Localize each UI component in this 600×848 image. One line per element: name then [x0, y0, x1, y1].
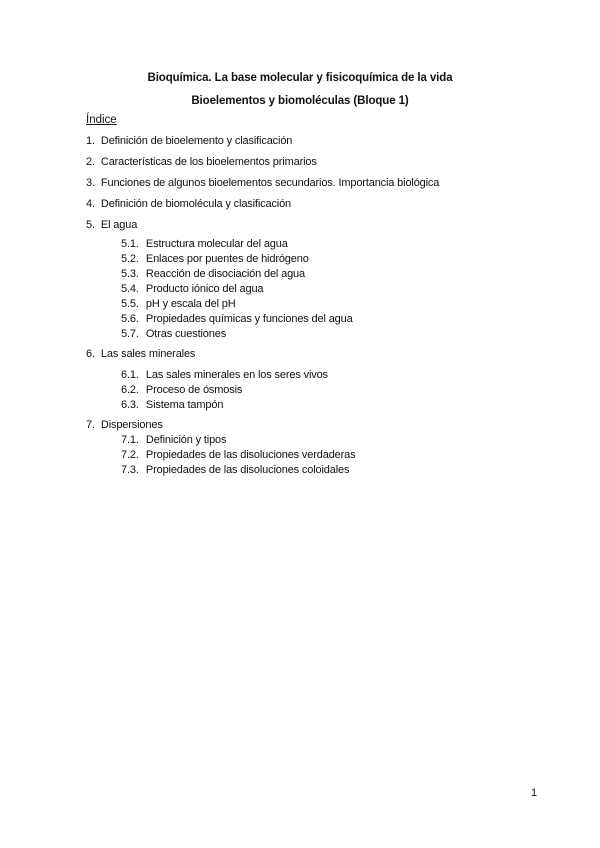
document-subtitle: Bioelementos y biomoléculas (Bloque 1) — [191, 95, 409, 107]
index-item-4: 4. Definición de biomolécula y clasificación — [86, 198, 292, 210]
index-subitem-6-1: 6.1. Las sales minerales en los seres vivos — [121, 369, 328, 381]
index-item-5: 5. El agua — [86, 219, 138, 231]
index-item-6: 6. Las sales minerales — [86, 348, 196, 360]
index-item-3: 3. Funciones de algunos bioelementos secundarios. Importancia biológica — [86, 177, 440, 189]
index-subitem-5-7: 5.7. Otras cuestiones — [121, 328, 227, 340]
document-title: Bioquímica. La base molecular y fisicoquímica de la vida — [147, 72, 453, 84]
index-item-1: 1. Definición de bioelemento y clasificación — [86, 135, 293, 147]
index-subitem-5-6: 5.6. Propiedades químicas y funciones del agua — [121, 313, 353, 325]
page-number: 1 — [531, 787, 538, 799]
index-subitem-5-2: 5.2. Enlaces por puentes de hidrógeno — [121, 253, 309, 265]
index-subitem-7-3: 7.3. Propiedades de las disoluciones coloidales — [121, 464, 350, 476]
index-heading: Índice — [86, 114, 117, 126]
index-subitem-7-1: 7.1. Definición y tipos — [121, 434, 227, 446]
index-subitem-5-4: 5.4. Producto iónico del agua — [121, 283, 264, 295]
index-subitem-5-1: 5.1. Estructura molecular del agua — [121, 238, 288, 250]
index-item-2: 2. Características de los bioelementos primarios — [86, 156, 317, 168]
index-subitem-5-3: 5.3. Reacción de disociación del agua — [121, 268, 305, 280]
index-item-7: 7. Dispersiones — [86, 419, 163, 431]
index-subitem-5-5: 5.5. pH y escala del pH — [121, 298, 236, 310]
index-subitem-7-2: 7.2. Propiedades de las disoluciones verdaderas — [121, 449, 356, 461]
index-subitem-6-2: 6.2. Proceso de ósmosis — [121, 384, 243, 396]
index-subitem-6-3: 6.3. Sistema tampón — [121, 399, 224, 411]
